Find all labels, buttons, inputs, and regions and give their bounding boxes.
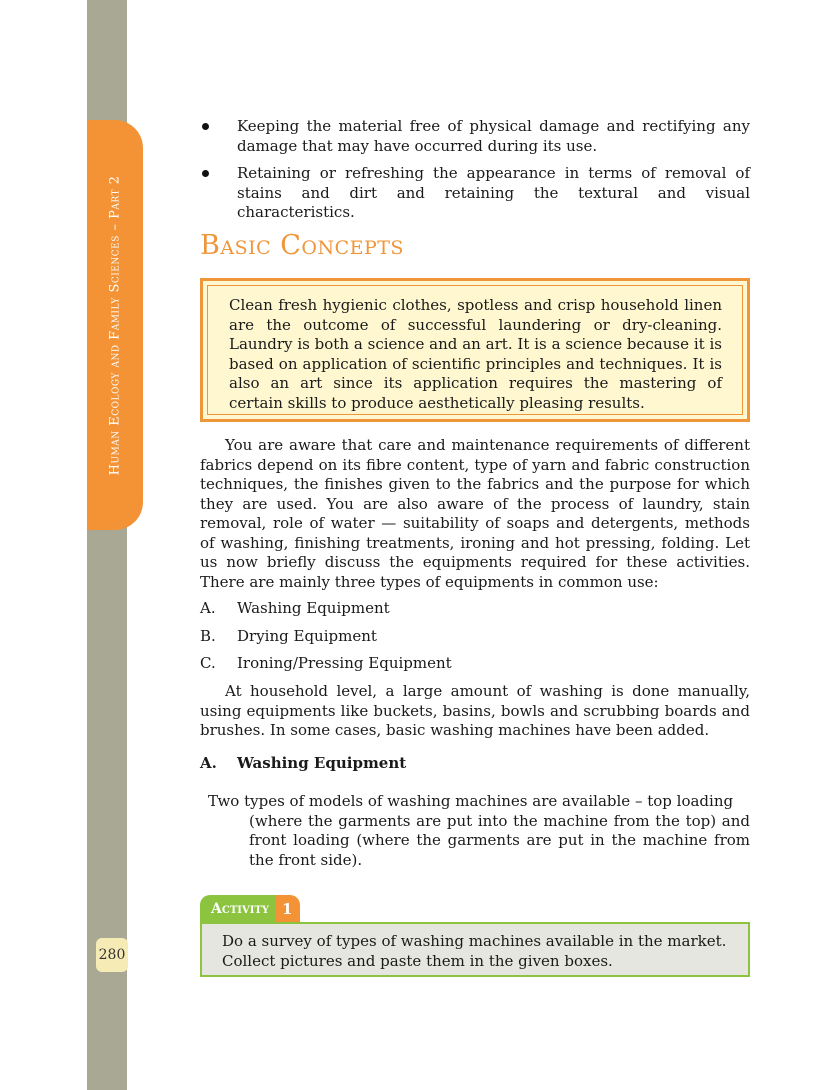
concept-box — [200, 278, 750, 422]
activity-tab — [200, 895, 300, 923]
bullet-item — [200, 117, 750, 156]
subheading-text: Washing Equipment — [237, 754, 407, 772]
subheading-letter: A. — [200, 754, 217, 772]
paragraph-first-line: Two types of models of washing machines are available – top loading — [208, 792, 734, 810]
section-title-text: Human Ecology and Family Sciences – Part 2 — [107, 175, 123, 475]
equipment-list — [200, 599, 750, 682]
activity-text: Do a survey of types of washing machines available in the market. Collect pictures and paste them in the given boxes. — [222, 932, 727, 970]
concept-box-inner — [207, 285, 743, 415]
paragraph-rest: (where the garments are put into the machine from the top) and front loading (where the garments are put in the machine from the front side). — [249, 811, 750, 869]
bullet-item — [200, 164, 750, 223]
list-item — [200, 654, 750, 674]
list-letter: B. — [200, 626, 216, 645]
activity-number: 1 — [276, 895, 300, 923]
page-number: 280 — [96, 938, 128, 972]
household-paragraph: At household level, a large amount of washing is done manually, using equipments like buckets, basins, bowls and scrubbing boards and brushes. In some cases, basic washing machines have been added. — [200, 682, 750, 739]
concept-text: Clean fresh hygienic clothes, spotless and crisp household linen are the outcome of successful laundering or dry-cleaning. Laundry is both a science and an art. It is a science because it is based on application of scientific principles and techniques. It is also an art since its application requires the mastering of certain skills to produce aesthetically pleasing results. — [229, 296, 722, 412]
bullet-icon — [202, 170, 209, 177]
list-item — [200, 599, 750, 619]
bullet-text: Retaining or refreshing the appearance in terms of removal of stains and dirt and retaining the textural and visual characteristics. — [237, 164, 750, 221]
washing-machine-paragraph — [208, 792, 750, 870]
bullet-text: Keeping the material free of physical damage and rectifying any damage that may have occurred during its use. — [237, 117, 750, 155]
section-title — [87, 120, 143, 530]
section-heading: Basic Concepts — [200, 230, 404, 261]
list-text: Ironing/Pressing Equipment — [237, 654, 452, 672]
list-text: Drying Equipment — [237, 626, 377, 645]
list-letter: A. — [200, 599, 216, 617]
activity-label: Activity — [200, 895, 276, 923]
list-letter: C. — [200, 654, 216, 672]
activity-box — [200, 922, 750, 977]
intro-paragraph: You are aware that care and maintenance requirements of different fabrics depend on its fibre content, type of yarn and fabric construction techniques, the finishes given to the fabrics and the purpose for which they are used. You are also aware of the process of laundry, stain removal, role of water — suitability of soaps and detergents, methods of washing, finishing treatments, ironing and hot pressing, folding. Let us now briefly discuss the equipments required for these activities. There are mainly three types of equipments in common use: — [200, 436, 750, 591]
list-item — [200, 627, 750, 647]
list-text: Washing Equipment — [237, 599, 390, 617]
subheading — [200, 754, 406, 772]
bullet-icon — [202, 123, 209, 130]
bullet-list — [200, 117, 750, 231]
